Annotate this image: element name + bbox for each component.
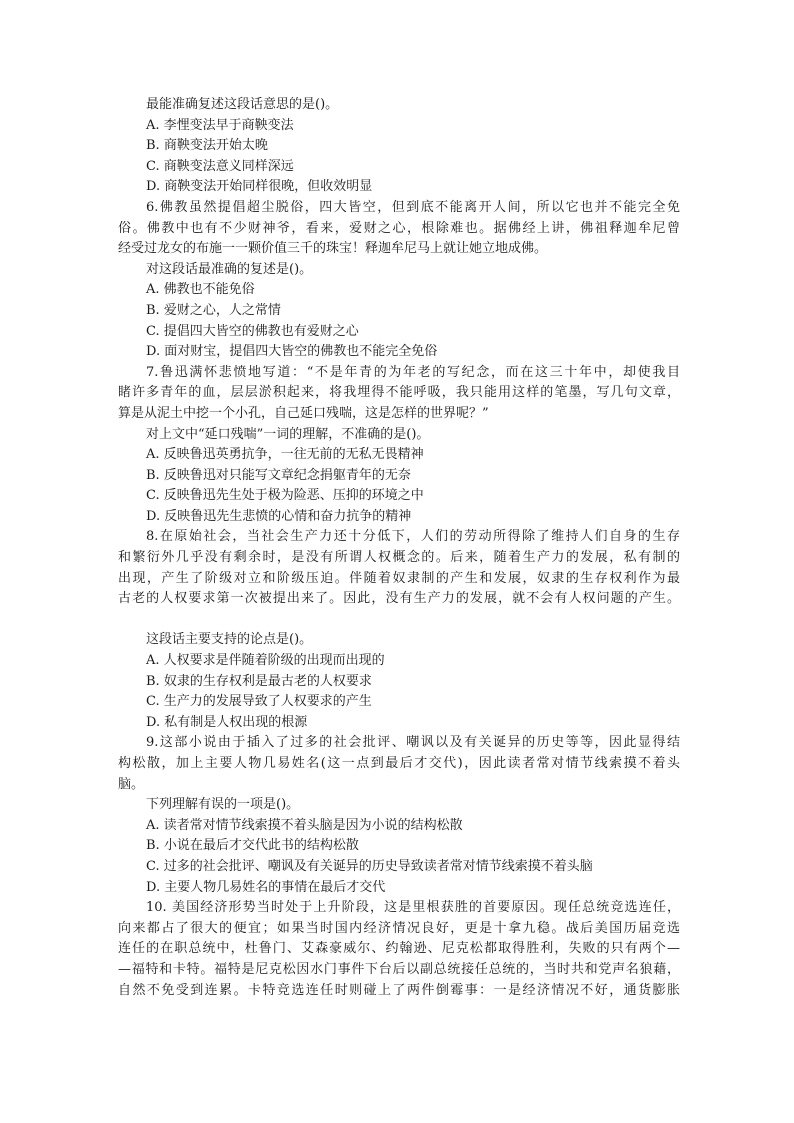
question-9-option-b: B. 小说在最后才交代此书的结构松散 <box>146 838 359 854</box>
question-8-passage-line: 古老的人权要求第一次被提出来了。因此，没有生产力的发展，就不会有人权问题的产生。 <box>118 591 680 607</box>
question-8-passage-line: 8.在原始社会，当社会生产力还十分低下，人们的劳动所得除了维持人们自身的生存 <box>146 529 680 545</box>
question-6-option-b: B. 爱财之心，人之常情 <box>146 302 281 318</box>
question-5-option-b: B. 商鞅变法开始太晚 <box>146 138 268 154</box>
question-8-passage-line: 出现，产生了阶级对立和阶级压迫。伴随着奴隶制的产生和发展，奴隶的生存权利作为最 <box>118 570 680 586</box>
question-7-option-a: A. 反映鲁迅英勇抗争，一往无前的无私无畏精神 <box>146 447 424 463</box>
question-6-passage-line: 经受过龙女的布施一一颗价值三千的珠宝！释迦牟尼马上就让她立地成佛。 <box>118 241 548 257</box>
question-5-option-c: C. 商鞅变法意义同样深远 <box>146 158 294 174</box>
question-6-passage-line: 俗。佛教中也有不少财神爷，看来，爱财之心，根除难也。据佛经上讲，佛祖释迦牟尼曾 <box>118 220 680 236</box>
question-9-option-c: C. 过多的社会批评、嘲讽及有关诞异的历史导致读者常对情节线索摸不着头脑 <box>146 858 593 874</box>
question-9-option-a: A. 读者常对情节线索摸不着头脑是因为小说的结构松散 <box>146 817 463 833</box>
question-10-passage-line: 连任的在职总统中，杜鲁门、艾森豪威尔、约翰逊、尼克松都取得胜利，失败的只有两个— <box>118 941 680 957</box>
question-8-option-c: C. 生产力的发展导致了人权要求的产生 <box>146 694 372 710</box>
question-5-option-d: D. 商鞅变法开始同样很晚，但收效明显 <box>146 179 373 195</box>
question-8-option-a: A. 人权要求是伴随着阶级的出现而出现的 <box>146 653 385 669</box>
question-10-passage-line: 自然不免受到连累。卡特竞选连任时则碰上了两件倒霉事：一是经济情况不好，通货膨胀 <box>118 982 680 998</box>
question-8-passage-line: 和繁衍外几乎没有剩余时，是没有所谓人权概念的。后来，随着生产力的发展，私有制的 <box>118 550 680 566</box>
question-9-option-d: D. 主要人物几易姓名的事情在最后才交代 <box>146 879 386 895</box>
question-9-passage-line: 脑。 <box>118 776 145 792</box>
question-6-prompt: 对这段话最准确的复述是()。 <box>146 261 313 277</box>
question-7-passage-line: 睹许多青年的血，层层淤积起来，将我埋得不能呼吸，我只能用这样的笔墨，写几句文章， <box>118 385 680 401</box>
question-6-option-a: A. 佛教也不能免俗 <box>146 282 255 298</box>
question-7-option-b: B. 反映鲁迅对只能写文章纪念捐躯青年的无奈 <box>146 467 411 483</box>
question-10-passage-line: —福特和卡特。福特是尼克松因水门事件下台后以副总统接任总统的，当时共和党声名狼藉， <box>118 961 680 977</box>
question-7-option-d: D. 反映鲁迅先生悲愤的心情和奋力抗争的精神 <box>146 508 412 524</box>
question-5-prompt: 最能准确复述这段话意思的是()。 <box>146 97 339 112</box>
question-6-passage-line: 6.佛教虽然提倡超尘脱俗，四大皆空，但到底不能离开人间，所以它也并不能完全免 <box>146 199 680 215</box>
question-9-passage-line: 构松散，加上主要人物几易姓名(这一点到最后才交代)，因此读者常对情节线索摸不着头 <box>118 756 680 771</box>
question-8-option-b: B. 奴隶的生存权利是最古老的人权要求 <box>146 673 372 689</box>
question-7-option-c: C. 反映鲁迅先生处于极为险恶、压抑的环境之中 <box>146 488 424 504</box>
question-7-prompt: 对上文中“延口残喘”一词的理解，不准确的是()。 <box>146 426 430 442</box>
question-6-option-d: D. 面对财宝，提倡四大皆空的佛教也不能完全免俗 <box>146 344 438 360</box>
question-8-option-d: D. 私有制是人权出现的根源 <box>146 714 308 730</box>
paragraph-gap <box>118 610 680 631</box>
question-9-prompt: 下列理解有误的一项是()。 <box>146 797 300 813</box>
question-10-passage-line: 10. 美国经济形势当时处于上升阶段，这是里根获胜的首要原因。现任总统竞选连任， <box>146 900 680 916</box>
question-7-passage-line: 7.鲁迅满怀悲愤地写道：“不是年青的为年老的写纪念，而在这三十年中，却使我目 <box>146 364 680 380</box>
question-8-prompt: 这段话主要支持的论点是()。 <box>146 632 313 648</box>
question-7-passage-line: 算是从泥土中挖一个小孔，自己延口残喘，这是怎样的世界呢？” <box>118 405 489 421</box>
question-9-passage-line: 9.这部小说由于插入了过多的社会批评、嘲讽以及有关诞异的历史等等，因此显得结 <box>146 735 680 751</box>
document-body <box>118 95 680 1001</box>
question-5-option-a: A. 李悝变法早于商鞅变法 <box>146 117 294 133</box>
question-10-passage-line: 向来都占了很大的便宜；如果当时国内经济情况良好，更是十拿九稳。战后美国历届竞选 <box>118 920 680 936</box>
question-6-option-c: C. 提倡四大皆空的佛教也有爱财之心 <box>146 323 359 339</box>
